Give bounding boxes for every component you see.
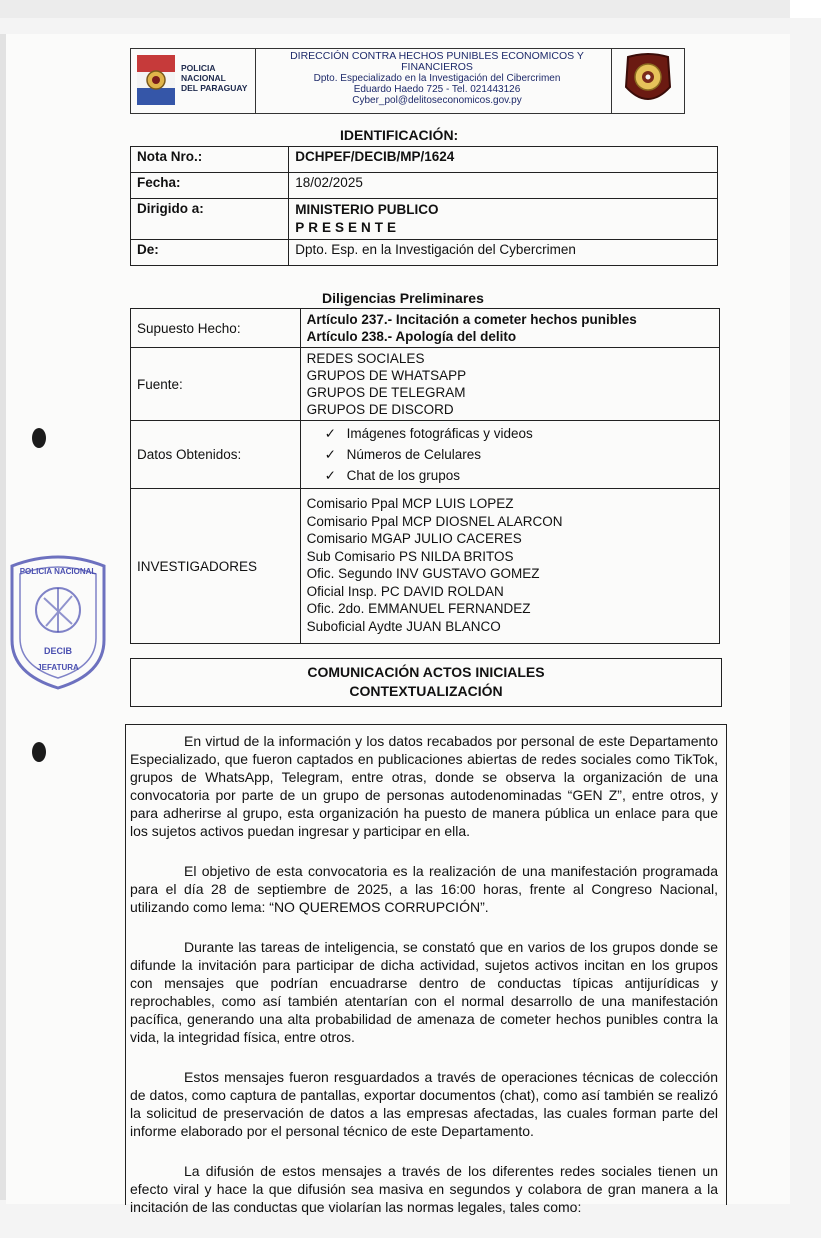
paragraph: En virtud de la información y los datos recabados por personal de este Departamento Especializado, que fueron captados en publicaciones abiertas de redes sociales como TikTok, grupos de WhatsApp, Telegram, entre otras, donde se observa la organización de una convocatoria por parte de un grupo de personas autodenominadas “GEN Z”, entre otros, y para adherirse al grupo, esta organización ha puesto de manera pública un enlace para que los sujetos activos puedan ingresar y participar en ella.	[130, 733, 718, 839]
police-name-line: POLICIA	[181, 63, 216, 73]
section-heading: COMUNICACIÓN ACTOS INICIALES	[307, 664, 545, 680]
paragraph: Durante las tareas de inteligencia, se constató que en varios de los grupos donde se difunde la invitación para participar de dicha actividad, sujetos activos incitan en los grupos con mensajes que podrían encuadrarse dentro de conductas típicas antijurídicas y reprochables, como así también atentarían con el normal desarrollo de una manifestación pacífica, generando una alta probabilidad de amenaza de cometer hechos punibles contra la vida, la integridad física, entre otros.	[130, 939, 718, 1045]
table-row	[131, 309, 720, 348]
investigator-item: Ofic. 2do. EMMANUEL FERNANDEZ	[306, 601, 531, 616]
stamp-bottom-text: JEFATURA	[37, 663, 79, 672]
sender-value: Dpto. Esp. en la Investigación del Cybercrimen	[289, 240, 718, 266]
source-item: GRUPOS DE WHATSAPP	[306, 368, 467, 383]
field-label: Nota Nro.:	[131, 147, 289, 173]
stamp-top-text: POLICIA NACIONAL	[19, 567, 97, 576]
binder-hole	[32, 742, 46, 762]
paragraph: La difusión de estos mensajes a través de los diferentes redes sociales tienen un efecto viral y hace la que difusión sea masiva en segundos y colabora de gran manera a la incitación de las conductas que violarían las normas legales, tales como:	[130, 1163, 718, 1215]
field-label: De:	[131, 240, 289, 266]
table-row	[131, 147, 718, 173]
table-row	[131, 199, 718, 240]
department-line: Dpto. Especializado en la Investigación del Cibercrimen	[313, 73, 561, 84]
recipient-value: MINISTERIO PUBLICO	[295, 202, 439, 217]
identificacion-table	[130, 146, 718, 266]
table-row	[131, 348, 720, 421]
table-row	[131, 240, 718, 266]
source-item: REDES SOCIALES	[306, 351, 425, 366]
police-name-line: DEL PARAGUAY	[181, 83, 248, 93]
article-item: Artículo 237.- Incitación a cometer hechos punibles	[306, 312, 637, 327]
body-text	[130, 732, 718, 1238]
section-subheading: CONTEXTUALIZACIÓN	[349, 683, 503, 699]
data-item-text: Chat de los grupos	[346, 468, 460, 483]
investigator-item: Comisario Ppal MCP LUIS LOPEZ	[306, 496, 514, 511]
investigator-item: Oficial Insp. PC DAVID ROLDAN	[306, 583, 504, 599]
field-label: INVESTIGADORES	[131, 489, 301, 644]
field-label: Dirigido a:	[131, 199, 289, 240]
data-item	[307, 444, 713, 465]
field-label: Supuesto Hecho:	[131, 309, 301, 348]
diligencias-title: Diligencias Preliminares	[322, 290, 484, 306]
field-label: Datos Obtenidos:	[131, 421, 301, 489]
source-item: GRUPOS DE DISCORD	[306, 402, 454, 417]
data-item-text: Números de Celulares	[346, 447, 481, 462]
investigator-item: Comisario Ppal MCP DIOSNEL ALARCON	[306, 513, 563, 529]
police-logo-box	[131, 49, 256, 113]
paragraph: Estos mensajes fueron resguardados a través de operaciones técnicas de colección de datos, como captura de pantallas, exportar documentos (chat), como así también se realizó la solicitud de preservación de datos a las empresas afectadas, las cuales forman parte del informe elaborado por el personal técnico de este Departamento.	[130, 1069, 718, 1139]
stamp-mid-text: DECIB	[43, 646, 73, 656]
investigator-item: Comisario MGAP JULIO CACERES	[306, 531, 522, 546]
email-line: Cyber_pol@delitoseconomicos.gov.py	[352, 95, 522, 106]
direction-line: FINANCIEROS	[401, 61, 473, 73]
presente-value: PRESENTE	[295, 220, 401, 235]
table-row	[131, 421, 720, 489]
police-stamp	[4, 548, 112, 690]
diligencias-table	[130, 308, 720, 644]
address-line: Eduardo Haedo 725 - Tel. 021443126	[353, 84, 521, 95]
check-icon: ✓	[324, 447, 336, 462]
top-bar	[0, 0, 821, 18]
nota-number: DCHPEF/DECIB/MP/1624	[289, 147, 718, 173]
investigator-item: Ofic. Segundo INV GUSTAVO GOMEZ	[306, 566, 540, 581]
article-item: Artículo 238.- Apología del delito	[306, 329, 517, 344]
field-label: Fuente:	[131, 348, 301, 421]
cybercrime-badge-icon	[612, 49, 684, 113]
table-row	[131, 173, 718, 199]
letterhead-text	[262, 51, 612, 106]
direction-line: DIRECCIÓN CONTRA HECHOS PUNIBLES ECONOMICOS Y	[290, 50, 584, 62]
investigator-item: Sub Comisario PS NILDA BRITOS	[306, 548, 514, 564]
data-item	[307, 423, 713, 444]
investigator-item: Suboficial Aydte JUAN BLANCO	[306, 618, 501, 634]
binder-hole	[32, 428, 46, 448]
comunicacion-box	[130, 658, 722, 707]
table-row	[131, 489, 720, 644]
check-icon: ✓	[324, 426, 336, 441]
police-emblem-icon	[137, 55, 175, 105]
dept-logo-box	[611, 49, 684, 113]
police-name-line: NACIONAL	[181, 73, 226, 83]
source-item: GRUPOS DE TELEGRAM	[306, 385, 466, 400]
field-label: Fecha:	[131, 173, 289, 199]
paragraph: El objetivo de esta convocatoria es la realización de una manifestación programada para el día 28 de septiembre de 2025, a las 16:00 horas, frente al Congreso Nacional, utilizando como lema: “NO QUEREMOS CORRUPCIÓN”.	[130, 863, 718, 915]
data-item-text: Imágenes fotográficas y videos	[346, 426, 533, 441]
data-item	[307, 465, 713, 486]
fecha-value: 18/02/2025	[289, 173, 718, 199]
check-icon: ✓	[324, 468, 336, 483]
identificacion-title: IDENTIFICACIÓN:	[340, 127, 459, 143]
